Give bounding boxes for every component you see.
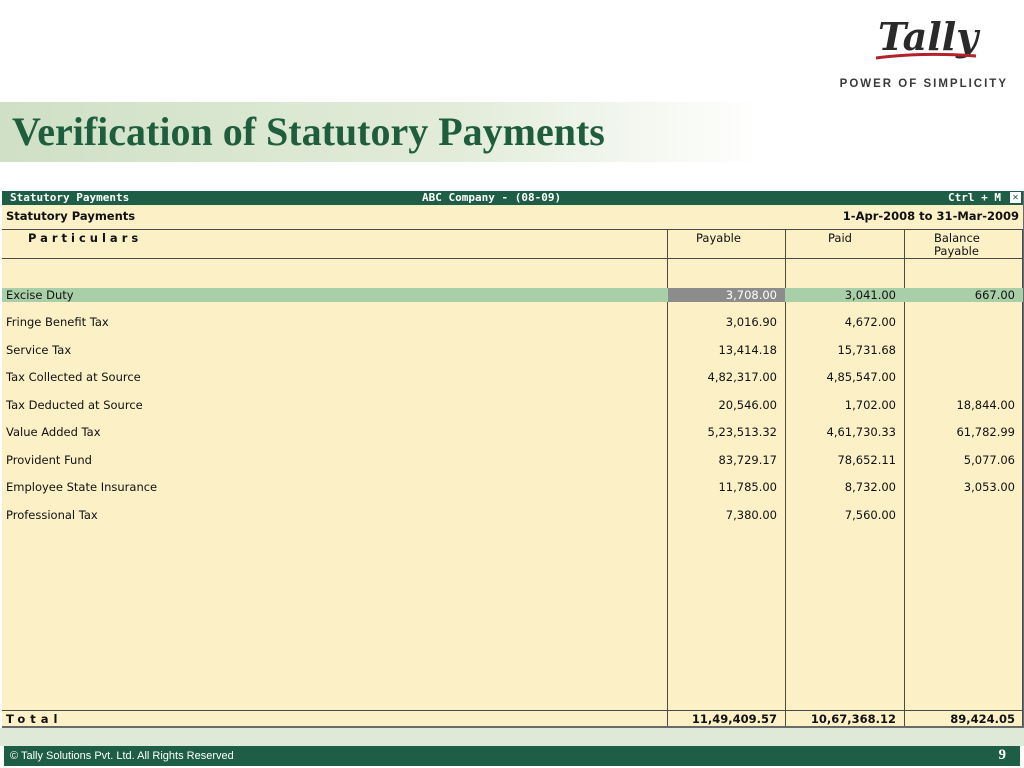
col-balance-payable: Balance Payable	[934, 231, 980, 258]
company-name: ABC Company - (08-09)	[422, 191, 562, 204]
shortcut-label: Ctrl + M	[948, 191, 1001, 204]
table-row[interactable]	[2, 480, 1023, 494]
row-particular: Value Added Tax	[6, 425, 101, 439]
table-row[interactable]	[2, 288, 1023, 302]
row-payable: 13,414.18	[718, 343, 777, 357]
row-particular: Tax Collected at Source	[6, 370, 141, 384]
report-period[interactable]: 1-Apr-2008 to 31-Mar-2009	[842, 209, 1019, 223]
row-paid: 4,672.00	[844, 315, 896, 329]
table-row[interactable]	[2, 425, 1023, 439]
copyright-text: © Tally Solutions Pvt. Ltd. All Rights Reserved	[10, 750, 234, 762]
row-particular: Professional Tax	[6, 508, 98, 522]
table-row[interactable]	[2, 315, 1023, 329]
total-balance: 89,424.05	[950, 712, 1015, 726]
total-paid: 10,67,368.12	[810, 712, 896, 726]
row-paid: 1,702.00	[844, 398, 896, 412]
row-paid: 15,731.68	[837, 343, 896, 357]
table-row[interactable]	[2, 398, 1023, 412]
row-payable: 5,23,513.32	[707, 425, 777, 439]
row-payable: 20,546.00	[718, 398, 777, 412]
tally-logo	[872, 12, 982, 68]
row-particular: Employee State Insurance	[6, 480, 158, 494]
row-paid: 7,560.00	[844, 508, 896, 522]
window-titlebar	[2, 191, 1023, 205]
row-paid: 8,732.00	[844, 480, 896, 494]
row-payable: 11,785.00	[718, 480, 777, 494]
total-label: Total	[6, 712, 63, 726]
logo-tagline: POWER OF SIMPLICITY	[839, 78, 1008, 90]
page-number: 9	[998, 747, 1006, 763]
row-payable: 4,82,317.00	[707, 370, 777, 384]
row-payable: 3,708.00	[725, 288, 777, 302]
logo-wordmark: Tally	[878, 14, 979, 59]
close-icon[interactable]: ✕	[1010, 192, 1021, 203]
row-balance: 18,844.00	[956, 398, 1015, 412]
row-paid: 3,041.00	[844, 288, 896, 302]
col-particulars: Particulars	[28, 231, 143, 245]
row-particular: Service Tax	[6, 343, 72, 357]
column-divider	[1022, 230, 1023, 726]
row-particular: Excise Duty	[6, 288, 74, 302]
col-paid: Paid	[828, 231, 852, 245]
window-title: Statutory Payments	[10, 191, 130, 204]
row-paid: 78,652.11	[837, 453, 896, 467]
row-payable: 83,729.17	[718, 453, 777, 467]
row-paid: 4,61,730.33	[826, 425, 896, 439]
row-payable: 3,016.90	[725, 315, 777, 329]
table-row[interactable]	[2, 343, 1023, 357]
col-payable: Payable	[696, 231, 741, 245]
column-divider	[904, 230, 905, 726]
column-divider	[667, 230, 668, 726]
row-particular: Tax Deducted at Source	[6, 398, 143, 412]
report-name: Statutory Payments	[6, 209, 136, 223]
row-balance: 61,782.99	[956, 425, 1015, 439]
report-subheader	[2, 205, 1023, 230]
statutory-payments-window	[2, 191, 1024, 728]
row-payable: 7,380.00	[725, 508, 777, 522]
row-balance: 667.00	[974, 288, 1015, 302]
row-balance: 5,077.06	[963, 453, 1015, 467]
row-particular: Provident Fund	[6, 453, 92, 467]
row-particular: Fringe Benefit Tax	[6, 315, 109, 329]
table-row[interactable]	[2, 508, 1023, 522]
row-paid: 4,85,547.00	[826, 370, 896, 384]
column-header	[2, 230, 1023, 259]
footer-band	[0, 728, 1024, 746]
total-payable: 11,49,409.57	[691, 712, 777, 726]
total-row	[2, 710, 1023, 727]
table-row[interactable]	[2, 370, 1023, 384]
slide-footer	[4, 746, 1020, 766]
slide-title: Verification of Statutory Payments	[12, 109, 605, 154]
row-balance: 3,053.00	[963, 480, 1015, 494]
table-row[interactable]	[2, 453, 1023, 467]
column-divider	[785, 230, 786, 726]
